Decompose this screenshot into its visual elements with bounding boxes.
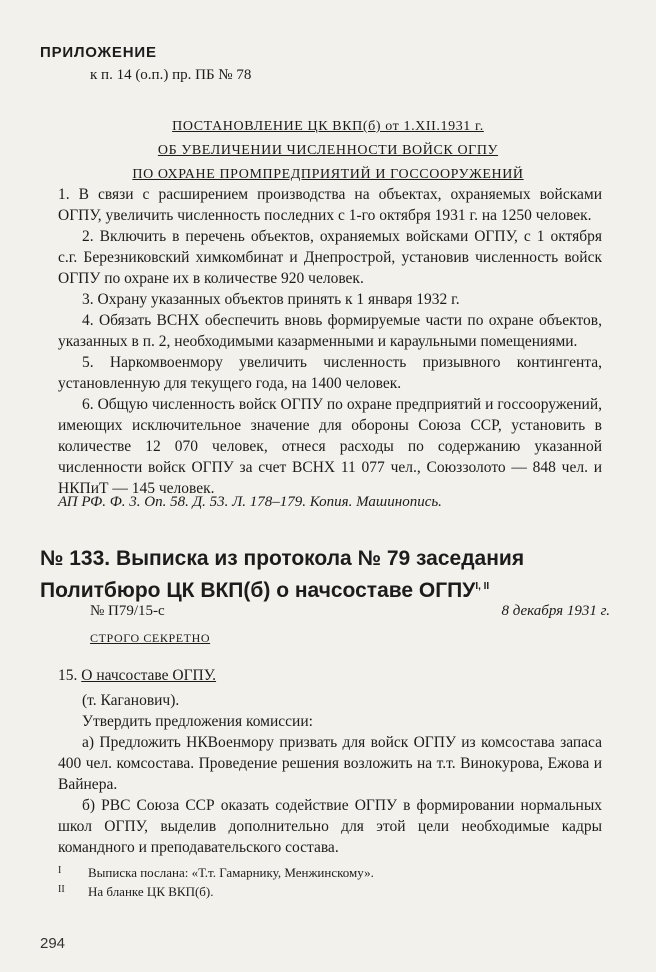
page-number: 294 [40,935,66,952]
document-paragraph-2: Утвердить предложения комиссии: [82,713,313,730]
document-number: № П79/15-с [90,603,165,619]
document-body [58,690,602,858]
classification-label: СТРОГО СЕКРЕТНО [90,631,211,645]
resolution-paragraph-1: 1. В связи с расширением производства на объектах, охраняемых войсками ОГПУ, увеличить численность последних с 1-го октября 1931 г. на 1250 человек. [58,186,602,224]
resolution-paragraph-3: 3. Охрану указанных объектов принять к 1 января 1932 г. [82,291,460,308]
item-heading [58,667,216,685]
footnote-marks: I, II [475,581,490,592]
document-heading-text: № 133. Выписка из протокола № 79 заседания Политбюро ЦК ВКП(б) о начсоставе ОГПУ [40,547,525,602]
footnote-mark: II [58,884,65,895]
protocol-reference: к п. 14 (о.п.) пр. ПБ № 78 [90,67,252,83]
appendix-label: ПРИЛОЖЕНИЕ [40,44,157,61]
resolution-body [58,184,602,499]
footnote [58,884,214,900]
resolution-paragraph-6: 6. Общую численность войск ОГПУ по охране предприятий и госсооружений, имеющих исключительное значение для обороны Союза ССР, установить в количестве 12 070 человек, отнеся расходы по содержанию указанной численности войск ОГПУ за счет ВСНХ 11 077 чел., Союззолото — 848 чел. и НКПиТ — 145 человек. [58,396,602,497]
footnote-mark: I [58,865,62,876]
resolution-paragraph-5: 5. Наркомвоенмору увеличить численность призывного контингента, установленную для текущего года, на 1400 человек. [58,354,602,392]
document-heading [40,545,620,605]
document-paragraph-1: (т. Каганович). [82,692,180,709]
footnote [58,865,374,881]
document-date: 8 декабря 1931 г. [501,603,610,619]
document-paragraph-4: б) РВС Союза ССР оказать содействие ОГПУ в формировании нормальных школ ОГПУ, выделив дополнительно для этой цели необходимые кадры командного и преподавательского состава. [58,797,602,856]
footnote-text: На бланке ЦК ВКП(б). [88,884,214,899]
document-paragraph-3: а) Предложить НКВоенмору призвать для войск ОГПУ из комсостава запаса 400 чел. комсостава. Проведение решения возложить на т.т. Винокурова, Ежова и Вайнера. [58,734,602,793]
item-number: 15. [58,667,78,684]
footnote-text: Выписка послана: «Т.т. Гамарнику, Менжинскому». [88,865,374,880]
item-title: О начсоставе ОГПУ. [81,667,217,684]
resolution-title [0,118,656,190]
resolution-paragraph-4: 4. Обязать ВСНХ обеспечить вновь формируемые части по охране объектов, указанных в п. 2, необходимыми казарменными и караульными помещениями. [58,312,602,350]
resolution-title-line-1: ПОСТАНОВЛЕНИЕ ЦК ВКП(б) от 1.XII.1931 г. [172,119,484,134]
resolution-title-line-2: ОБ УВЕЛИЧЕНИИ ЧИСЛЕННОСТИ ВОЙСК ОГПУ [157,143,499,158]
resolution-title-line-3: ПО ОХРАНЕ ПРОМПРЕДПРИЯТИЙ И ГОССООРУЖЕНИЙ [132,167,524,182]
archive-reference: АП РФ. Ф. 3. Оп. 58. Д. 53. Л. 178–179. Копия. Машинопись. [58,494,442,510]
resolution-paragraph-2: 2. Включить в перечень объектов, охраняемых войсками ОГПУ, с 1 октября с.г. Березниковский химкомбинат и Днепрострой, установив численность войск ОГПУ по охране их в количестве 920 человек. [58,228,602,287]
